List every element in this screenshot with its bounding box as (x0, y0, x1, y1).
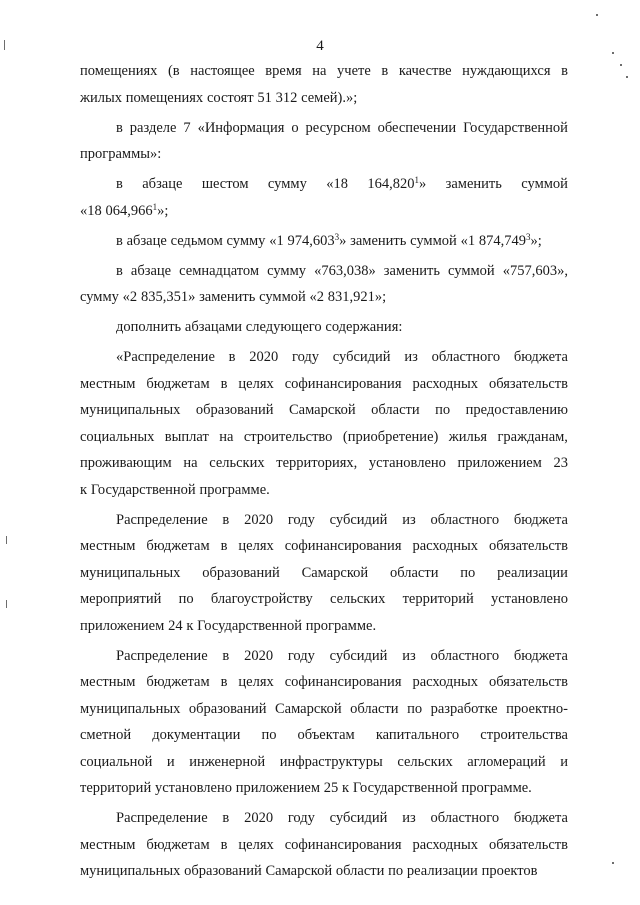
scan-speck (626, 76, 628, 78)
text-line: местным бюджетам в целях софинансирования расходных обязательств (80, 375, 568, 392)
scan-speck (612, 52, 614, 54)
text-line: жилых помещениях состоят 51 312 семей).»; (80, 89, 358, 106)
text-line: мероприятий по благоустройству сельских территорий установлено (80, 591, 568, 607)
scan-speck (6, 536, 7, 544)
text-line: местным бюджетам в целях софинансирования расходных обязательств (80, 538, 568, 554)
text-line: помещениях (в настоящее время на учете в качестве нуждающихся в (80, 63, 568, 79)
text-line: муниципальных образований Самарской области по реализации проектов (80, 863, 538, 879)
page-number: 4 (316, 38, 324, 54)
text-line: социальной и инженерной инфраструктуры сельских агломераций и (80, 753, 568, 770)
text-line: в абзаце шестом сумму «18 164,820$^1$» заменить суммой (116, 175, 568, 192)
text-line: муниципальных образований Самарской области по предоставлению (80, 402, 568, 418)
text-line: программы»: (80, 146, 162, 162)
text-line: Распределение в 2020 году субсидий из областного бюджета (116, 810, 568, 826)
text-line: в разделе 7 «Информация о ресурсном обеспечении Государственной (116, 119, 568, 136)
scan-speck (620, 64, 622, 66)
text-line: «18 064,966$^1$»; (80, 201, 169, 219)
text-line: дополнить абзацами следующего содержания: (116, 319, 403, 335)
text-line: «Распределение в 2020 году субсидий из областного бюджета (116, 349, 568, 365)
text-line: приложением 24 к Государственной программе. (80, 617, 377, 634)
text-line: муниципальных образований Самарской области по разработке проектно- (80, 700, 568, 717)
text-line: Распределение в 2020 году субсидий из областного бюджета (116, 647, 568, 664)
text-line: местным бюджетам в целях софинансирования расходных обязательств (80, 674, 568, 690)
text-line: территорий установлено приложением 25 к Государственной программе. (80, 780, 532, 796)
scan-speck (596, 14, 598, 16)
text-line: сметной документации по объектам капитального строительства (80, 727, 568, 743)
document-body (80, 58, 568, 885)
text-line: в абзаце седьмом сумму «1 974,603$^3$» заменить суммой «1 874,749$^3$»; (116, 231, 542, 249)
text-line: муниципальных образований Самарской области по реализации (80, 564, 568, 581)
text-line: в абзаце семнадцатом сумму «763,038» заменить суммой «757,603», (116, 262, 568, 279)
text-line: местным бюджетам в целях софинансирования расходных обязательств (80, 836, 568, 853)
text-line: к Государственной программе. (80, 481, 270, 498)
text-line: сумму «2 835,351» заменить суммой «2 831,921»; (80, 289, 387, 305)
text-line: проживающим на сельских территориях, установлено приложением 23 (80, 455, 568, 471)
text-line: Распределение в 2020 году субсидий из областного бюджета (116, 511, 568, 528)
scan-speck (4, 40, 5, 50)
scan-speck (6, 600, 7, 608)
text-line: социальных выплат на строительство (приобретение) жилья гражданам, (80, 428, 568, 445)
scan-speck (612, 862, 614, 864)
